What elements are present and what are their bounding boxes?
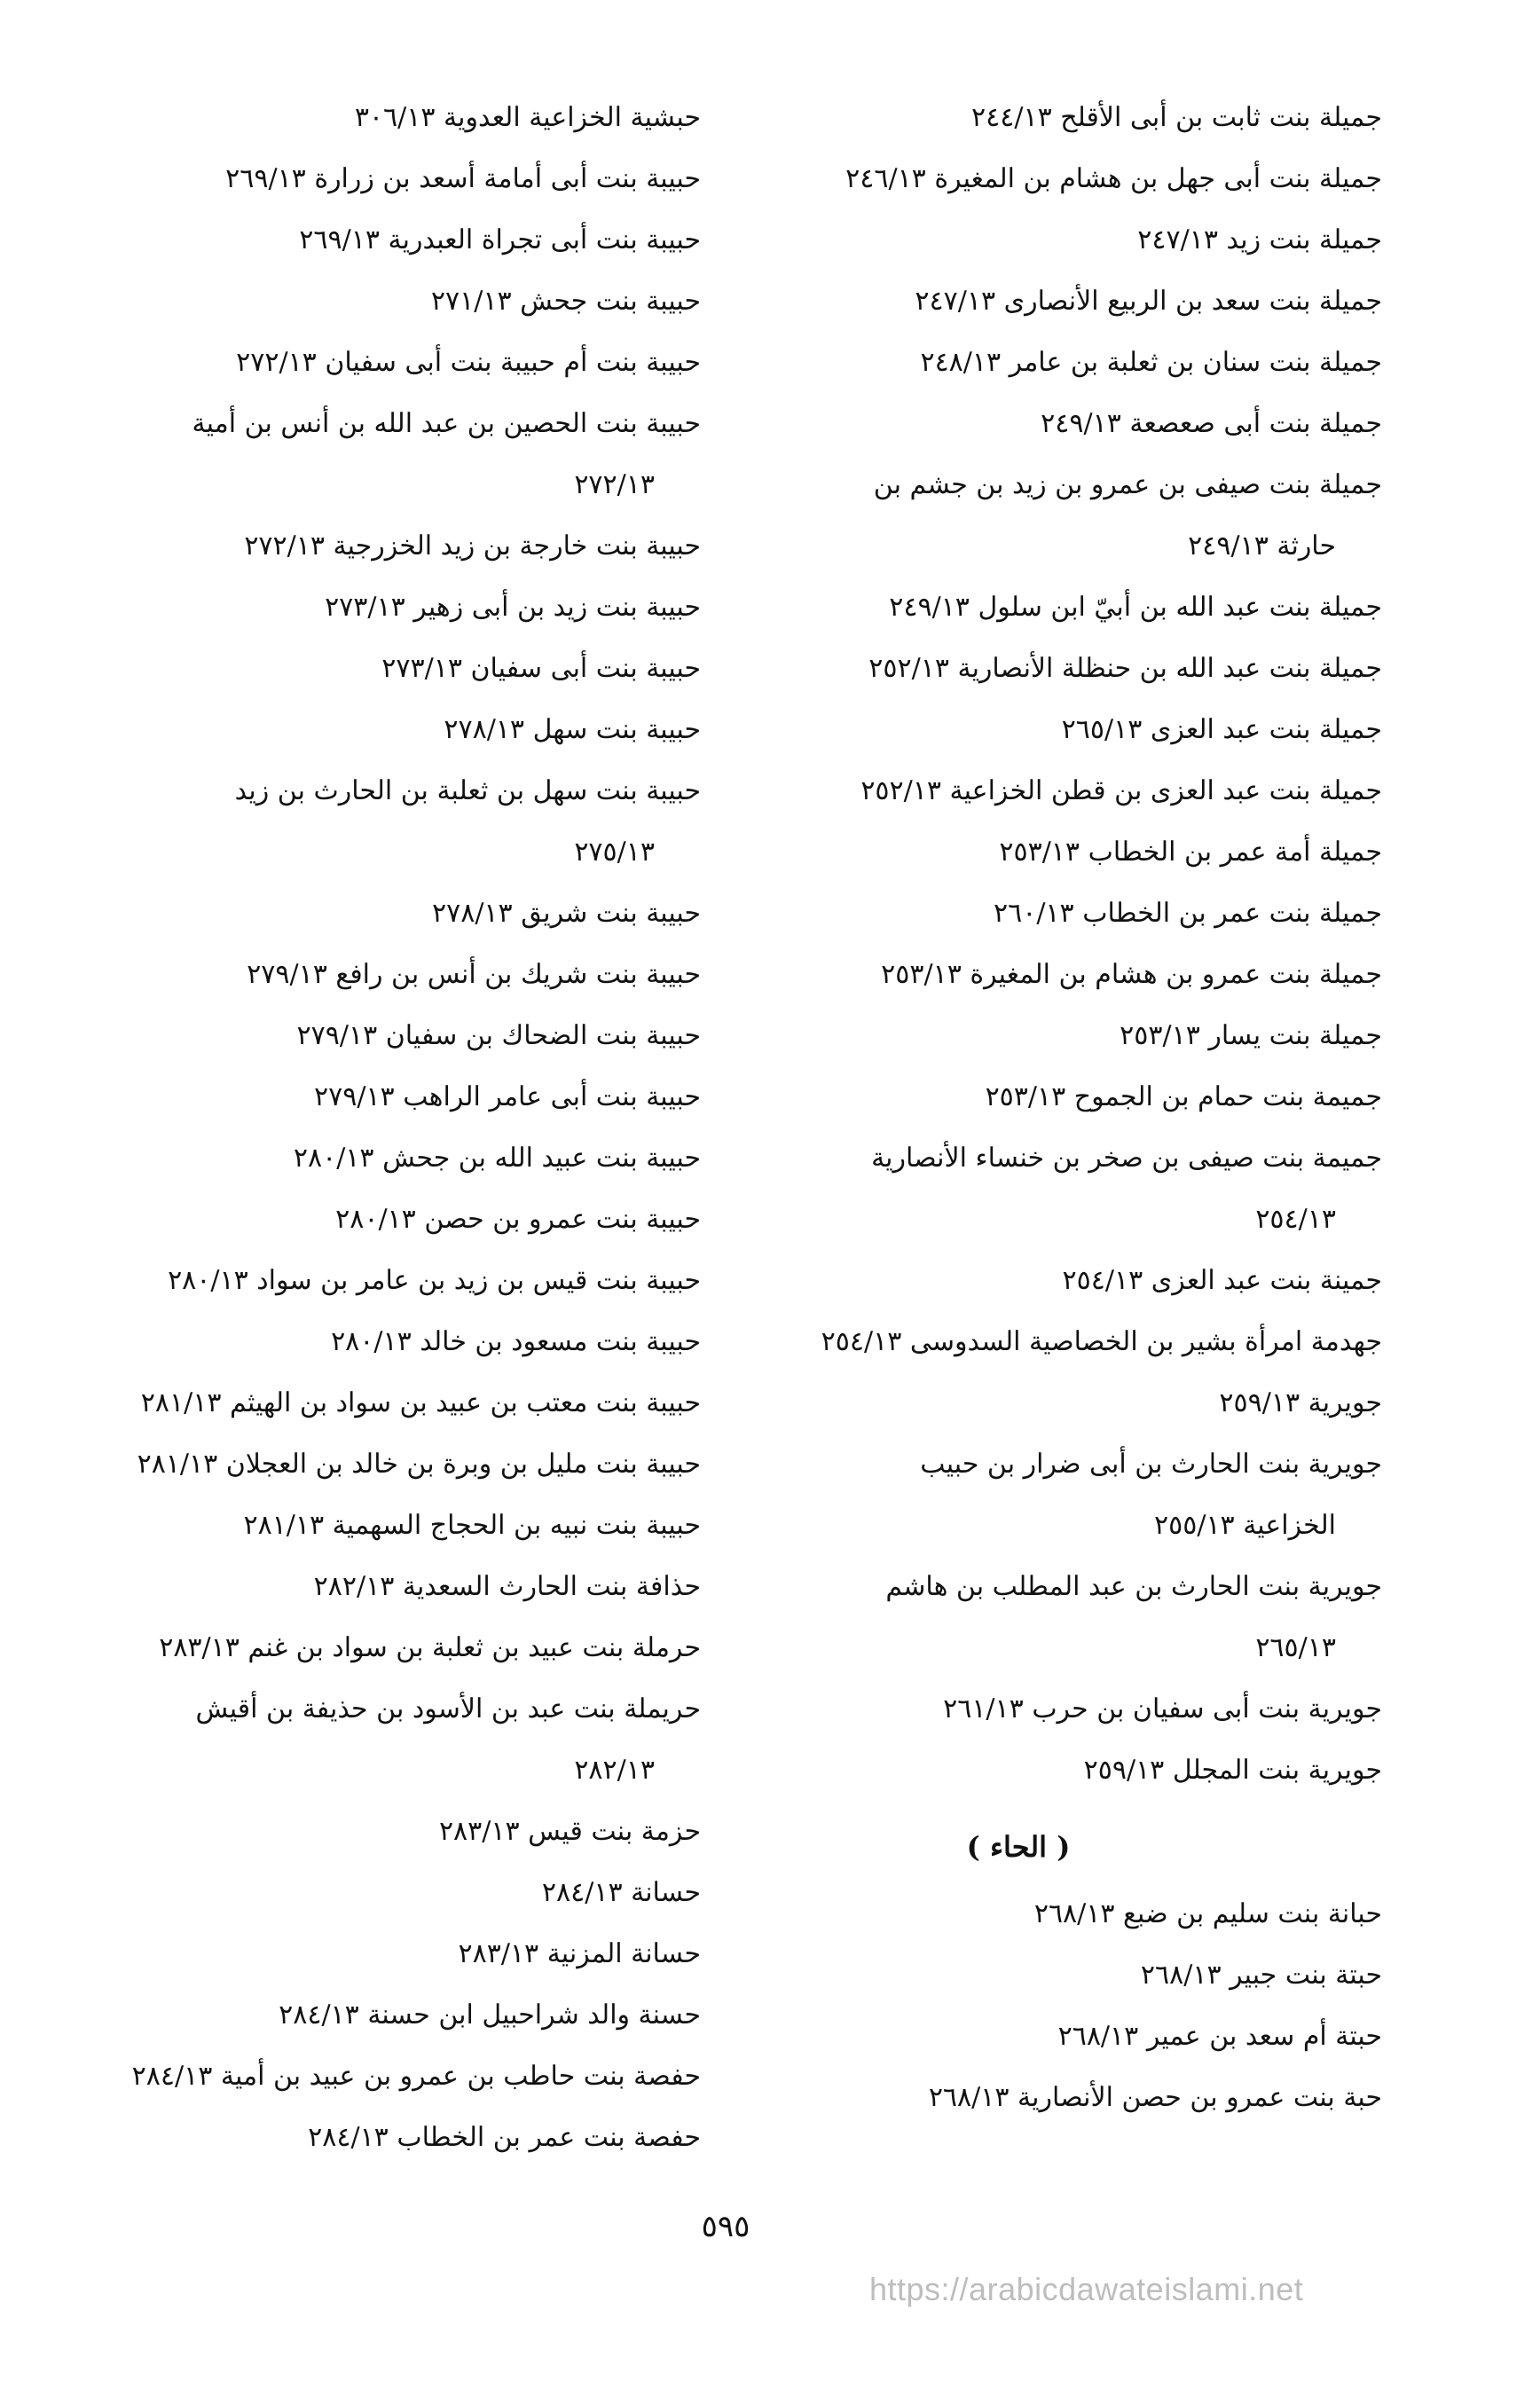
entry-continuation: ٢٧٥/١٣ [574, 837, 655, 868]
index-entry: حزمة بنت قيس ٢٨٣/١٣ [438, 1816, 701, 1847]
right-column [761, 87, 1382, 2128]
index-entry: حبة بنت عمرو بن حصن الأنصارية ٢٦٨/١٣ [928, 2082, 1382, 2113]
index-entry: حبيبة بنت الحصين بن عبد الله بن أنس بن أمية ٢٧٢/١٣ [53, 393, 701, 515]
index-entry: جميمة بنت حمام بن الجموح ٢٥٣/١٣ [985, 1081, 1382, 1112]
index-entry: حبيبة بنت جحش ٢٧١/١٣ [430, 286, 701, 317]
index-entry: حبيبة بنت سهل بن ثعلبة بن الحارث بن زيد ٢٧٥/١٣ [53, 760, 701, 883]
index-entry: حبيبة بنت معتب بن عبيد بن سواد بن الهيثم ٢٨١/١٣ [140, 1387, 701, 1418]
index-entry: حبانة بنت سليم بن ضبع ٢٦٨/١٣ [1033, 1898, 1382, 1929]
index-entry: جميلة أمة عمر بن الخطاب ٢٥٣/١٣ [999, 837, 1382, 868]
index-entry: جويرية بنت الحارث بن عبد المطلب بن هاشم ٢٦٥/١٣ [761, 1556, 1382, 1678]
index-entry: حبيبة بنت نبيه بن الحجاج السهمية ٢٨١/١٣ [243, 1510, 701, 1541]
index-entry: حسانة المزنية ٢٨٣/١٣ [458, 1938, 701, 1969]
index-entry: جويرية بنت المجلل ٢٥٩/١٣ [1083, 1755, 1382, 1786]
index-entry: حبيبة بنت شريك بن أنس بن رافع ٢٧٩/١٣ [247, 959, 701, 990]
index-entry: جمينة بنت عبد العزى ٢٥٤/١٣ [1062, 1265, 1382, 1296]
entry-continuation: ٢٦٥/١٣ [1255, 1632, 1336, 1663]
section-heading: ( الحاء ) [966, 1830, 1071, 1864]
index-entry: جميلة بنت صيفى بن عمرو بن زيد بن جشم بن حارثة ٢٤٩/١٣ [761, 454, 1382, 577]
index-entry: حبيبة بنت أبى عامر الراهب ٢٧٩/١٣ [313, 1081, 701, 1112]
index-entry: جويرية ٢٥٩/١٣ [1219, 1387, 1382, 1418]
entry-continuation: ٢٥٤/١٣ [1255, 1204, 1336, 1235]
index-entry: حريملة بنت عبد بن الأسود بن حذيفة بن أقيش ٢٨٢/١٣ [53, 1678, 701, 1801]
index-entry: حبتة أم سعد بن عمير ٢٦٨/١٣ [1057, 2021, 1382, 2052]
index-entry: حبيبة بنت خارجة بن زيد الخزرجية ٢٧٢/١٣ [244, 530, 701, 562]
index-entry: حبيبة بنت زيد بن أبى زهير ٢٧٣/١٣ [325, 592, 701, 623]
index-entry: جميلة بنت زيد ٢٤٧/١٣ [1137, 224, 1382, 255]
index-entry: حفصة بنت حاطب بن عمرو بن عبيد بن أمية ٢٨٤/١٣ [131, 2061, 701, 2092]
left-column [53, 87, 701, 2168]
index-entry: حبيبة بنت قيس بن زيد بن عامر بن سواد ٢٨٠/١٣ [168, 1265, 701, 1296]
index-entry: جهدمة امرأة بشير بن الخصاصية السدوسى ٢٥٤/١٣ [821, 1326, 1382, 1357]
index-entry: جميلة بنت أبى جهل بن هشام بن المغيرة ٢٤٦/١٣ [845, 163, 1382, 194]
index-entry: جميلة بنت سنان بن ثعلبة بن عامر ٢٤٨/١٣ [920, 347, 1382, 378]
index-entry: حبيبة بنت مسعود بن خالد ٢٨٠/١٣ [331, 1326, 701, 1357]
index-entry: جويرية بنت أبى سفيان بن حرب ٢٦١/١٣ [943, 1693, 1382, 1724]
index-entry: جميلة بنت سعد بن الربيع الأنصارى ٢٤٧/١٣ [915, 286, 1382, 317]
entry-continuation: حارثة ٢٤٩/١٣ [1188, 530, 1336, 562]
index-entry: جميلة بنت عبد الله بن أبيّ ابن سلول ٢٤٩/١٣ [889, 592, 1382, 623]
entry-continuation: ٢٧٢/١٣ [574, 469, 655, 500]
index-entry: حبيبة بنت أبى تجراة العبدرية ٢٦٩/١٣ [299, 224, 701, 255]
index-entry: حبيبة بنت عمرو بن حصن ٢٨٠/١٣ [335, 1204, 701, 1235]
page-number: ٥٩٥ [701, 2209, 750, 2244]
index-entry: حبيبة بنت أبى سفيان ٢٧٣/١٣ [381, 653, 701, 684]
index-entry: حسانة ٢٨٤/١٣ [541, 1877, 701, 1908]
index-entry: جميمة بنت صيفى بن صخر بن خنساء الأنصارية ٢٥٤/١٣ [761, 1127, 1382, 1250]
index-entry: جميلة بنت عبد العزى ٢٦٥/١٣ [1061, 714, 1382, 745]
index-entry: جميلة بنت عمر بن الخطاب ٢٦٠/١٣ [993, 898, 1382, 929]
index-entry: حسنة والد شراحبيل ابن حسنة ٢٨٤/١٣ [279, 1999, 701, 2031]
index-entry: حبيبة بنت مليل بن وبرة بن خالد بن العجلان ٢٨١/١٣ [137, 1449, 701, 1480]
index-entry: جميلة بنت ثابت بن أبى الأقلح ٢٤٤/١٣ [971, 102, 1382, 133]
index-entry: حبيبة بنت شريق ٢٧٨/١٣ [431, 898, 701, 929]
index-entry: جميلة بنت أبى صعصعة ٢٤٩/١٣ [1041, 408, 1382, 439]
index-entry: حبيبة بنت أم حبيبة بنت أبى سفيان ٢٧٢/١٣ [236, 347, 701, 378]
index-entry: حرملة بنت عبيد بن ثعلبة بن سواد بن غنم ٢٨٣/١٣ [159, 1632, 701, 1663]
entry-continuation: ٢٨٢/١٣ [574, 1755, 655, 1786]
entry-continuation: الخزاعية ٢٥٥/١٣ [1154, 1510, 1336, 1541]
index-entry: حبيبة بنت الضحاك بن سفيان ٢٧٩/١٣ [296, 1020, 701, 1051]
index-entry: جميلة بنت عمرو بن هشام بن المغيرة ٢٥٣/١٣ [881, 959, 1382, 990]
index-entry: حبتة بنت جبير ٢٦٨/١٣ [1140, 1960, 1382, 1991]
watermark-url[interactable]: https://arabicdawateislami.net [869, 2271, 1304, 2307]
index-entry: حبيبة بنت سهل ٢٧٨/١٣ [444, 714, 701, 745]
index-entry: جميلة بنت عبد الله بن حنظلة الأنصارية ٢٥٢/١٣ [868, 653, 1382, 684]
index-entry: حبيبة بنت أبى أمامة أسعد بن زرارة ٢٦٩/١٣ [225, 163, 701, 194]
index-entry: حفصة بنت عمر بن الخطاب ٢٨٤/١٣ [308, 2122, 701, 2153]
index-entry: جميلة بنت يسار ٢٥٣/١٣ [1120, 1020, 1382, 1051]
index-entry: حذافة بنت الحارث السعدية ٢٨٢/١٣ [313, 1571, 701, 1602]
index-entry: جويرية بنت الحارث بن أبى ضرار بن حبيب الخزاعية ٢٥٥/١٣ [761, 1434, 1382, 1556]
index-entry: حبشية الخزاعية العدوية ٣٠٦/١٣ [354, 102, 701, 133]
index-entry: جميلة بنت عبد العزى بن قطن الخزاعية ٢٥٢/١٣ [860, 775, 1382, 806]
index-entry: حبيبة بنت عبيد الله بن جحش ٢٨٠/١٣ [293, 1143, 701, 1174]
